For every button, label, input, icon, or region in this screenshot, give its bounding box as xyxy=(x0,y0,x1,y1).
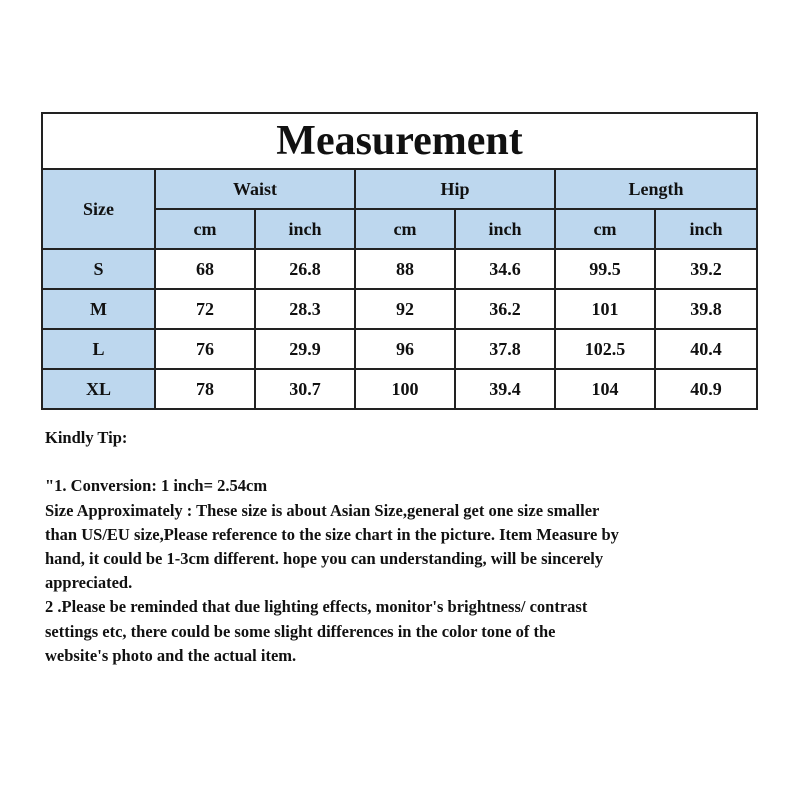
table-row xyxy=(42,249,757,289)
value-cell: 101 xyxy=(555,289,655,329)
value-cell: 78 xyxy=(155,369,255,409)
unit-header: inch xyxy=(655,209,757,249)
header-length: Length xyxy=(555,169,757,209)
value-cell: 34.6 xyxy=(455,249,555,289)
unit-header: cm xyxy=(555,209,655,249)
value-cell: 30.7 xyxy=(255,369,355,409)
table-title: Measurement xyxy=(42,113,757,169)
value-cell: 40.9 xyxy=(655,369,757,409)
size-chart-table xyxy=(41,112,758,410)
value-cell: 29.9 xyxy=(255,329,355,369)
size-cell: L xyxy=(42,329,155,369)
unit-header: inch xyxy=(255,209,355,249)
value-cell: 37.8 xyxy=(455,329,555,369)
value-cell: 92 xyxy=(355,289,455,329)
value-cell: 39.8 xyxy=(655,289,757,329)
value-cell: 104 xyxy=(555,369,655,409)
unit-header: inch xyxy=(455,209,555,249)
size-cell: M xyxy=(42,289,155,329)
tip-line: hand, it could be 1-3cm different. hope you can understanding, will be sincerely xyxy=(45,549,604,569)
value-cell: 96 xyxy=(355,329,455,369)
header-hip: Hip xyxy=(355,169,555,209)
header-waist: Waist xyxy=(155,169,355,209)
table-row xyxy=(42,369,757,409)
value-cell: 88 xyxy=(355,249,455,289)
tip-line: appreciated. xyxy=(45,573,133,593)
value-cell: 39.4 xyxy=(455,369,555,409)
table-row xyxy=(42,289,757,329)
tip-line: 2 .Please be reminded that due lighting effects, monitor's brightness/ contrast xyxy=(45,597,588,617)
value-cell: 100 xyxy=(355,369,455,409)
kindly-tips xyxy=(45,426,765,668)
tip-line: website's photo and the actual item. xyxy=(45,645,297,665)
value-cell: 36.2 xyxy=(455,289,555,329)
value-cell: 39.2 xyxy=(655,249,757,289)
value-cell: 76 xyxy=(155,329,255,369)
size-cell: S xyxy=(42,249,155,289)
value-cell: 28.3 xyxy=(255,289,355,329)
value-cell: 99.5 xyxy=(555,249,655,289)
value-cell: 72 xyxy=(155,289,255,329)
unit-header: cm xyxy=(355,209,455,249)
tip-line: than US/EU size,Please reference to the size chart in the picture. Item Measure by xyxy=(45,524,619,544)
value-cell: 102.5 xyxy=(555,329,655,369)
value-cell: 68 xyxy=(155,249,255,289)
tip-line: Size Approximately : These size is about Asian Size,general get one size smaller xyxy=(45,500,600,520)
value-cell: 26.8 xyxy=(255,249,355,289)
unit-header: cm xyxy=(155,209,255,249)
size-cell: XL xyxy=(42,369,155,409)
table-row xyxy=(42,329,757,369)
tips-heading: Kindly Tip: xyxy=(45,428,128,447)
header-size: Size xyxy=(42,169,155,249)
tip-line: "1. Conversion: 1 inch= 2.54cm xyxy=(45,476,268,496)
value-cell: 40.4 xyxy=(655,329,757,369)
tip-line: settings etc, there could be some slight differences in the color tone of the xyxy=(45,621,556,641)
